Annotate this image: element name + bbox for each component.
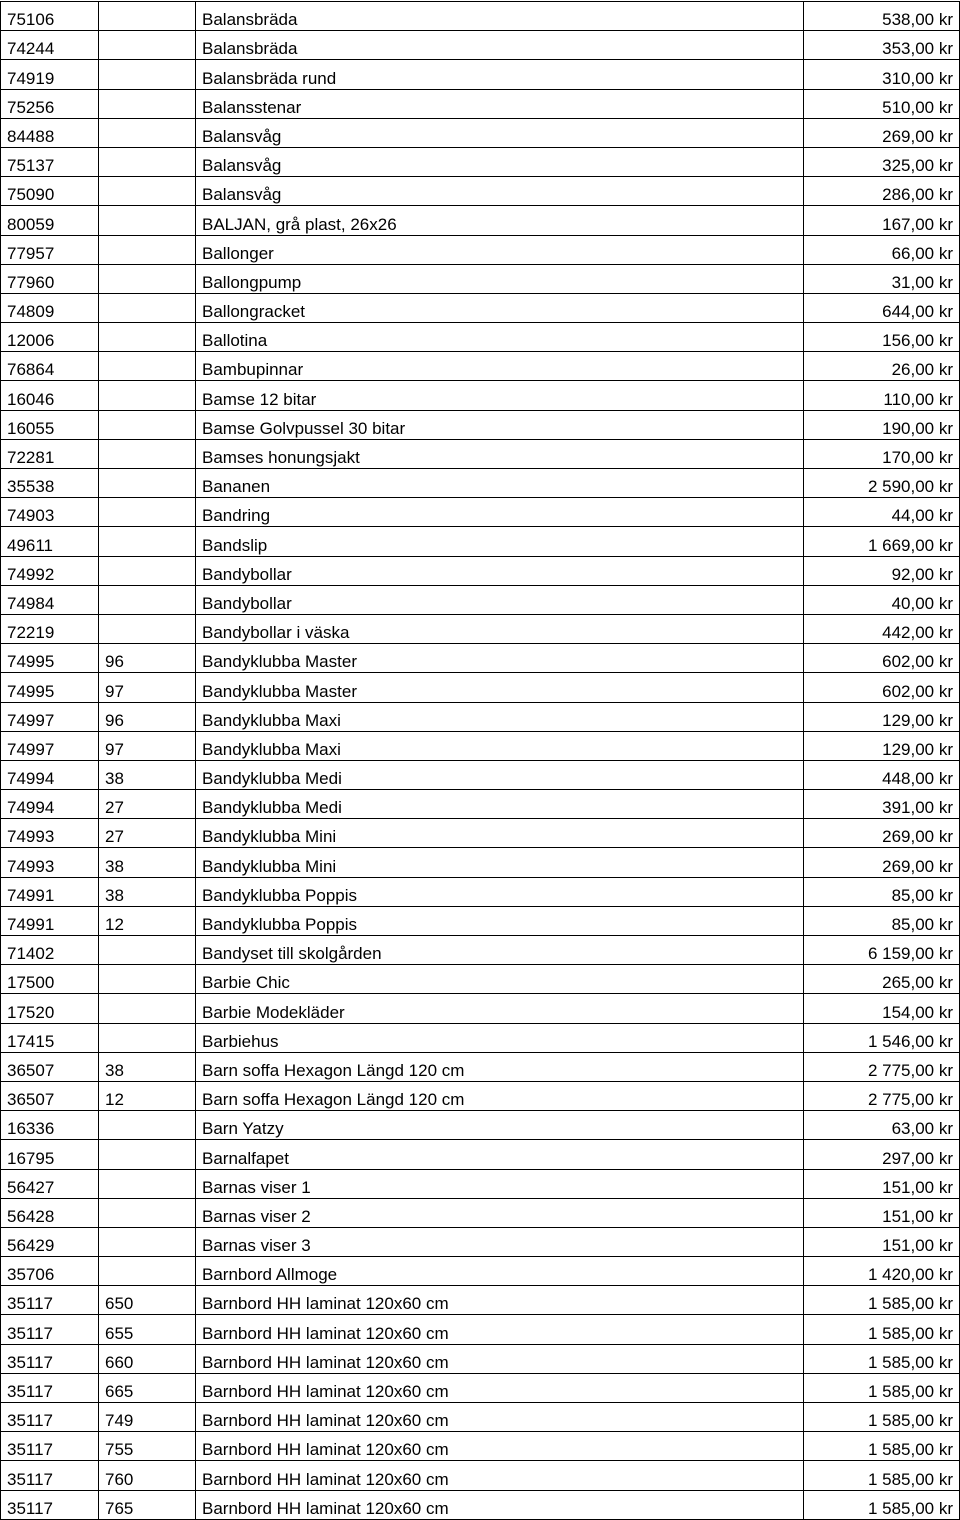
product-name-cell: Barnbord Allmoge: [196, 1257, 804, 1286]
variant-code-cell: [99, 31, 196, 60]
product-name-cell: Barnbord HH laminat 120x60 cm: [196, 1286, 804, 1315]
price-cell: 6 159,00 kr: [804, 936, 960, 965]
variant-code-cell: [99, 1257, 196, 1286]
article-number-cell: 71402: [1, 936, 99, 965]
variant-code-cell: 665: [99, 1373, 196, 1402]
table-row: [1, 1286, 960, 1315]
variant-code-cell: [99, 1111, 196, 1140]
variant-code-cell: [99, 469, 196, 498]
table-row: [1, 352, 960, 381]
table-row: [1, 2, 960, 31]
variant-code-cell: 97: [99, 731, 196, 760]
table-row: [1, 235, 960, 264]
price-cell: 63,00 kr: [804, 1111, 960, 1140]
product-name-cell: Bandyklubba Master: [196, 644, 804, 673]
table-row: [1, 118, 960, 147]
variant-code-cell: [99, 293, 196, 322]
variant-code-cell: 97: [99, 673, 196, 702]
price-cell: 1 585,00 kr: [804, 1432, 960, 1461]
product-name-cell: Bandyset till skolgården: [196, 936, 804, 965]
table-row: [1, 790, 960, 819]
price-cell: 1 585,00 kr: [804, 1344, 960, 1373]
variant-code-cell: [99, 177, 196, 206]
article-number-cell: 75090: [1, 177, 99, 206]
table-row: [1, 60, 960, 89]
price-cell: 538,00 kr: [804, 2, 960, 31]
price-cell: 44,00 kr: [804, 498, 960, 527]
variant-code-cell: [99, 235, 196, 264]
product-name-cell: Barbie Modekläder: [196, 994, 804, 1023]
product-name-cell: Bandyklubba Medi: [196, 760, 804, 789]
table-row: [1, 1403, 960, 1432]
table-row: [1, 877, 960, 906]
table-row: [1, 673, 960, 702]
table-row: [1, 147, 960, 176]
product-name-cell: Barnbord HH laminat 120x60 cm: [196, 1490, 804, 1519]
variant-code-cell: [99, 118, 196, 147]
article-number-cell: 16795: [1, 1140, 99, 1169]
variant-code-cell: 96: [99, 702, 196, 731]
article-number-cell: 75106: [1, 2, 99, 31]
price-cell: 156,00 kr: [804, 323, 960, 352]
variant-code-cell: [99, 1227, 196, 1256]
price-cell: 442,00 kr: [804, 614, 960, 643]
table-row: [1, 1227, 960, 1256]
price-cell: 310,00 kr: [804, 60, 960, 89]
variant-code-cell: [99, 556, 196, 585]
article-number-cell: 49611: [1, 527, 99, 556]
product-name-cell: Barnbord HH laminat 120x60 cm: [196, 1403, 804, 1432]
article-number-cell: 77957: [1, 235, 99, 264]
product-name-cell: Balansvåg: [196, 147, 804, 176]
product-name-cell: Bandybollar i väska: [196, 614, 804, 643]
price-cell: 31,00 kr: [804, 264, 960, 293]
article-number-cell: 35117: [1, 1315, 99, 1344]
product-name-cell: Balansstenar: [196, 89, 804, 118]
article-number-cell: 75256: [1, 89, 99, 118]
variant-code-cell: 38: [99, 848, 196, 877]
product-name-cell: Bananen: [196, 469, 804, 498]
article-number-cell: 35117: [1, 1344, 99, 1373]
price-cell: 325,00 kr: [804, 147, 960, 176]
price-cell: 265,00 kr: [804, 965, 960, 994]
variant-code-cell: 760: [99, 1461, 196, 1490]
price-cell: 1 669,00 kr: [804, 527, 960, 556]
article-number-cell: 74995: [1, 673, 99, 702]
product-name-cell: BALJAN, grå plast, 26x26: [196, 206, 804, 235]
price-list-table: [0, 1, 960, 1520]
table-row: [1, 760, 960, 789]
article-number-cell: 12006: [1, 323, 99, 352]
variant-code-cell: 27: [99, 819, 196, 848]
article-number-cell: 74997: [1, 731, 99, 760]
price-cell: 151,00 kr: [804, 1227, 960, 1256]
article-number-cell: 35117: [1, 1461, 99, 1490]
price-cell: 269,00 kr: [804, 848, 960, 877]
price-cell: 154,00 kr: [804, 994, 960, 1023]
product-name-cell: Bandyklubba Master: [196, 673, 804, 702]
article-number-cell: 74992: [1, 556, 99, 585]
variant-code-cell: 650: [99, 1286, 196, 1315]
variant-code-cell: 38: [99, 760, 196, 789]
article-number-cell: 72219: [1, 614, 99, 643]
table-row: [1, 498, 960, 527]
article-number-cell: 74993: [1, 819, 99, 848]
table-row: [1, 264, 960, 293]
article-number-cell: 16336: [1, 1111, 99, 1140]
variant-code-cell: [99, 994, 196, 1023]
product-name-cell: Bandyklubba Poppis: [196, 877, 804, 906]
product-name-cell: Bandyklubba Mini: [196, 848, 804, 877]
product-name-cell: Bandyklubba Medi: [196, 790, 804, 819]
variant-code-cell: [99, 206, 196, 235]
article-number-cell: 17500: [1, 965, 99, 994]
price-cell: 269,00 kr: [804, 819, 960, 848]
product-name-cell: Balansvåg: [196, 118, 804, 147]
article-number-cell: 35117: [1, 1286, 99, 1315]
variant-code-cell: [99, 1198, 196, 1227]
variant-code-cell: 12: [99, 1081, 196, 1110]
product-name-cell: Bandyklubba Maxi: [196, 731, 804, 760]
product-name-cell: Ballongracket: [196, 293, 804, 322]
variant-code-cell: [99, 1140, 196, 1169]
table-row: [1, 1490, 960, 1519]
price-cell: 448,00 kr: [804, 760, 960, 789]
product-name-cell: Barnbord HH laminat 120x60 cm: [196, 1432, 804, 1461]
table-row: [1, 1140, 960, 1169]
product-name-cell: Ballotina: [196, 323, 804, 352]
price-cell: 2 775,00 kr: [804, 1081, 960, 1110]
product-name-cell: Bamse Golvpussel 30 bitar: [196, 410, 804, 439]
variant-code-cell: 655: [99, 1315, 196, 1344]
price-cell: 297,00 kr: [804, 1140, 960, 1169]
article-number-cell: 74991: [1, 877, 99, 906]
variant-code-cell: 765: [99, 1490, 196, 1519]
product-name-cell: Barnalfapet: [196, 1140, 804, 1169]
article-number-cell: 72281: [1, 439, 99, 468]
product-name-cell: Bamses honungsjakt: [196, 439, 804, 468]
variant-code-cell: 660: [99, 1344, 196, 1373]
price-cell: 1 585,00 kr: [804, 1461, 960, 1490]
product-name-cell: Balansbräda: [196, 2, 804, 31]
price-cell: 602,00 kr: [804, 644, 960, 673]
article-number-cell: 80059: [1, 206, 99, 235]
product-name-cell: Barnbord HH laminat 120x60 cm: [196, 1461, 804, 1490]
price-cell: 1 585,00 kr: [804, 1490, 960, 1519]
table-row: [1, 936, 960, 965]
article-number-cell: 56428: [1, 1198, 99, 1227]
product-name-cell: Bandring: [196, 498, 804, 527]
article-number-cell: 74994: [1, 790, 99, 819]
variant-code-cell: 12: [99, 906, 196, 935]
table-row: [1, 1081, 960, 1110]
price-cell: 269,00 kr: [804, 118, 960, 147]
price-cell: 167,00 kr: [804, 206, 960, 235]
product-name-cell: Bandybollar: [196, 585, 804, 614]
product-name-cell: Barnas viser 3: [196, 1227, 804, 1256]
table-row: [1, 556, 960, 585]
table-row: [1, 906, 960, 935]
product-name-cell: Balansbräda: [196, 31, 804, 60]
table-row: [1, 1023, 960, 1052]
price-cell: 1 546,00 kr: [804, 1023, 960, 1052]
table-row: [1, 994, 960, 1023]
price-cell: 170,00 kr: [804, 439, 960, 468]
table-row: [1, 381, 960, 410]
product-name-cell: Bambupinnar: [196, 352, 804, 381]
product-name-cell: Bandyklubba Mini: [196, 819, 804, 848]
table-row: [1, 585, 960, 614]
variant-code-cell: [99, 410, 196, 439]
price-cell: 1 585,00 kr: [804, 1315, 960, 1344]
table-row: [1, 1257, 960, 1286]
variant-code-cell: [99, 614, 196, 643]
product-name-cell: Barn Yatzy: [196, 1111, 804, 1140]
table-row: [1, 1432, 960, 1461]
variant-code-cell: 38: [99, 1052, 196, 1081]
variant-code-cell: 27: [99, 790, 196, 819]
article-number-cell: 76864: [1, 352, 99, 381]
price-cell: 1 585,00 kr: [804, 1373, 960, 1402]
variant-code-cell: [99, 323, 196, 352]
product-name-cell: Bamse 12 bitar: [196, 381, 804, 410]
table-row: [1, 177, 960, 206]
table-row: [1, 1461, 960, 1490]
price-cell: 510,00 kr: [804, 89, 960, 118]
product-name-cell: Ballonger: [196, 235, 804, 264]
product-name-cell: Bandslip: [196, 527, 804, 556]
variant-code-cell: [99, 1169, 196, 1198]
article-number-cell: 74995: [1, 644, 99, 673]
variant-code-cell: 38: [99, 877, 196, 906]
price-cell: 2 775,00 kr: [804, 1052, 960, 1081]
article-number-cell: 74993: [1, 848, 99, 877]
product-name-cell: Barnbord HH laminat 120x60 cm: [196, 1373, 804, 1402]
article-number-cell: 74997: [1, 702, 99, 731]
variant-code-cell: 96: [99, 644, 196, 673]
article-number-cell: 74994: [1, 760, 99, 789]
article-number-cell: 74919: [1, 60, 99, 89]
price-cell: 85,00 kr: [804, 877, 960, 906]
article-number-cell: 36507: [1, 1052, 99, 1081]
table-row: [1, 1373, 960, 1402]
article-number-cell: 16055: [1, 410, 99, 439]
article-number-cell: 35117: [1, 1432, 99, 1461]
price-cell: 92,00 kr: [804, 556, 960, 585]
product-name-cell: Bandyklubba Maxi: [196, 702, 804, 731]
table-row: [1, 527, 960, 556]
product-name-cell: Barbiehus: [196, 1023, 804, 1052]
variant-code-cell: [99, 264, 196, 293]
article-number-cell: 35538: [1, 469, 99, 498]
table-row: [1, 293, 960, 322]
variant-code-cell: [99, 527, 196, 556]
article-number-cell: 17415: [1, 1023, 99, 1052]
table-row: [1, 469, 960, 498]
table-row: [1, 965, 960, 994]
price-cell: 26,00 kr: [804, 352, 960, 381]
price-cell: 286,00 kr: [804, 177, 960, 206]
variant-code-cell: [99, 381, 196, 410]
article-number-cell: 84488: [1, 118, 99, 147]
product-name-cell: Ballongpump: [196, 264, 804, 293]
variant-code-cell: 755: [99, 1432, 196, 1461]
table-row: [1, 323, 960, 352]
product-name-cell: Barnas viser 2: [196, 1198, 804, 1227]
article-number-cell: 35117: [1, 1490, 99, 1519]
price-cell: 190,00 kr: [804, 410, 960, 439]
price-cell: 1 585,00 kr: [804, 1403, 960, 1432]
price-cell: 110,00 kr: [804, 381, 960, 410]
price-cell: 151,00 kr: [804, 1169, 960, 1198]
table-row: [1, 1111, 960, 1140]
product-name-cell: Barbie Chic: [196, 965, 804, 994]
table-row: [1, 206, 960, 235]
product-name-cell: Bandybollar: [196, 556, 804, 585]
table-row: [1, 1315, 960, 1344]
table-row: [1, 614, 960, 643]
product-name-cell: Balansvåg: [196, 177, 804, 206]
variant-code-cell: [99, 352, 196, 381]
price-cell: 644,00 kr: [804, 293, 960, 322]
price-cell: 85,00 kr: [804, 906, 960, 935]
article-number-cell: 56427: [1, 1169, 99, 1198]
table-row: [1, 89, 960, 118]
article-number-cell: 36507: [1, 1081, 99, 1110]
table-row: [1, 1169, 960, 1198]
article-number-cell: 35117: [1, 1403, 99, 1432]
table-row: [1, 731, 960, 760]
article-number-cell: 74244: [1, 31, 99, 60]
price-list-body: [1, 2, 960, 1520]
price-cell: 1 420,00 kr: [804, 1257, 960, 1286]
price-cell: 2 590,00 kr: [804, 469, 960, 498]
table-row: [1, 848, 960, 877]
product-name-cell: Barn soffa Hexagon Längd 120 cm: [196, 1052, 804, 1081]
article-number-cell: 74991: [1, 906, 99, 935]
table-row: [1, 1198, 960, 1227]
table-row: [1, 819, 960, 848]
article-number-cell: 74809: [1, 293, 99, 322]
table-row: [1, 1344, 960, 1373]
product-name-cell: Balansbräda rund: [196, 60, 804, 89]
variant-code-cell: [99, 1023, 196, 1052]
article-number-cell: 74984: [1, 585, 99, 614]
table-row: [1, 410, 960, 439]
product-name-cell: Barnas viser 1: [196, 1169, 804, 1198]
price-cell: 40,00 kr: [804, 585, 960, 614]
variant-code-cell: [99, 60, 196, 89]
price-cell: 353,00 kr: [804, 31, 960, 60]
variant-code-cell: [99, 585, 196, 614]
variant-code-cell: [99, 965, 196, 994]
variant-code-cell: [99, 498, 196, 527]
price-cell: 391,00 kr: [804, 790, 960, 819]
table-row: [1, 644, 960, 673]
table-row: [1, 439, 960, 468]
product-name-cell: Barnbord HH laminat 120x60 cm: [196, 1344, 804, 1373]
article-number-cell: 35117: [1, 1373, 99, 1402]
product-name-cell: Barn soffa Hexagon Längd 120 cm: [196, 1081, 804, 1110]
article-number-cell: 77960: [1, 264, 99, 293]
variant-code-cell: [99, 147, 196, 176]
article-number-cell: 35706: [1, 1257, 99, 1286]
price-cell: 129,00 kr: [804, 702, 960, 731]
price-cell: 602,00 kr: [804, 673, 960, 702]
article-number-cell: 16046: [1, 381, 99, 410]
variant-code-cell: [99, 936, 196, 965]
variant-code-cell: [99, 2, 196, 31]
price-cell: 151,00 kr: [804, 1198, 960, 1227]
article-number-cell: 17520: [1, 994, 99, 1023]
table-row: [1, 1052, 960, 1081]
table-row: [1, 31, 960, 60]
article-number-cell: 75137: [1, 147, 99, 176]
price-cell: 1 585,00 kr: [804, 1286, 960, 1315]
price-cell: 129,00 kr: [804, 731, 960, 760]
product-name-cell: Bandyklubba Poppis: [196, 906, 804, 935]
variant-code-cell: [99, 89, 196, 118]
variant-code-cell: 749: [99, 1403, 196, 1432]
variant-code-cell: [99, 439, 196, 468]
product-name-cell: Barnbord HH laminat 120x60 cm: [196, 1315, 804, 1344]
article-number-cell: 56429: [1, 1227, 99, 1256]
table-row: [1, 702, 960, 731]
article-number-cell: 74903: [1, 498, 99, 527]
price-cell: 66,00 kr: [804, 235, 960, 264]
